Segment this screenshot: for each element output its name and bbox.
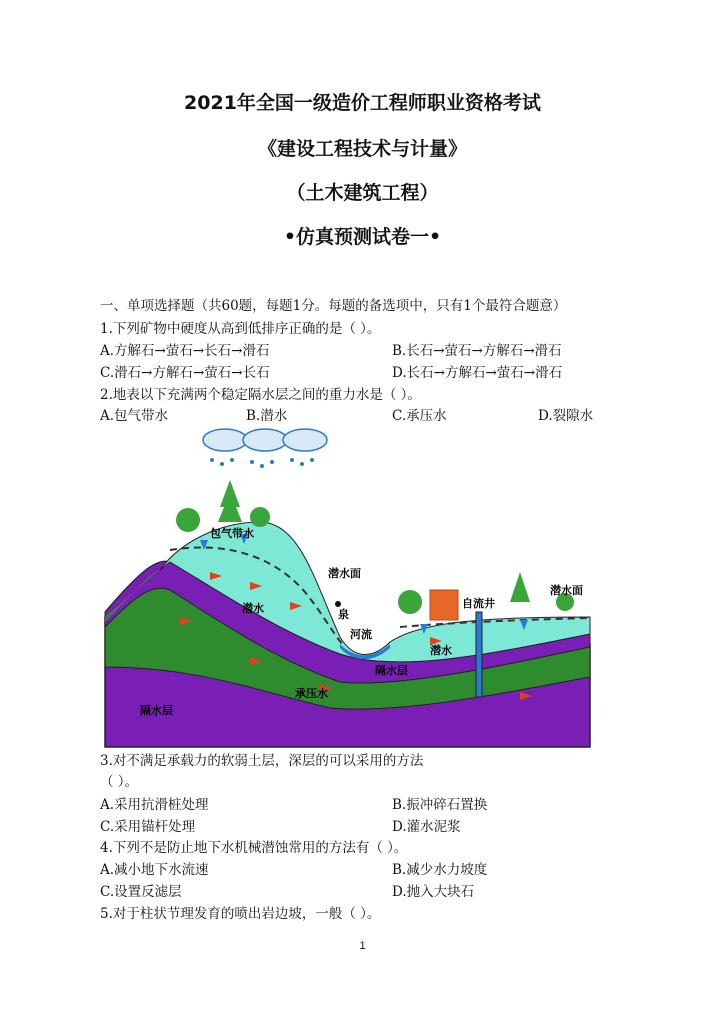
q3-option-a: A.采用抗滑桩处理: [100, 797, 209, 813]
q4-stem: 4.下列不是防止地下水机械潜蚀常用的方法有（ ）。: [100, 840, 408, 856]
label-river: 河流: [350, 628, 372, 641]
label-water-table-left: 潜水面: [328, 567, 361, 580]
q2-stem: 2.地表以下充满两个稳定隔水层之间的重力水是（ ）。: [100, 387, 421, 403]
q2-option-c: C.承压水: [392, 408, 447, 424]
label-aquiclude-lower: 隔水层: [140, 704, 173, 717]
q2-option-d: D.裂隙水: [538, 408, 594, 424]
label-water-table-right: 潜水面: [550, 584, 583, 597]
spring-point: [335, 601, 341, 607]
label-vadose: 包气带水: [210, 527, 254, 540]
q1-stem: 1.下列矿物中硬度从高到低排序正确的是（ ）。: [100, 321, 381, 337]
building: [430, 590, 458, 620]
q1-option-b: B.长石→萤石→方解石→滑石: [392, 343, 562, 359]
exam-title: 2021年全国一级造价工程师职业资格考试: [184, 92, 541, 114]
label-artesian-well: 自流井: [462, 597, 495, 610]
label-aquiclude-upper: 隔水层: [375, 664, 408, 677]
page-number: 1: [359, 940, 366, 952]
q4-option-a: A.减小地下水流速: [100, 862, 209, 878]
label-spring: 泉: [338, 608, 349, 621]
groundwater-diagram: [100, 422, 595, 752]
label-confined: 承压水: [295, 687, 328, 700]
label-phreatic-left: 潜水: [242, 602, 264, 615]
paper-title: •仿真预测试卷一•: [283, 226, 442, 248]
subject-title: 《建设工程技术与计量》: [257, 138, 467, 160]
q4-option-d: D.抛入大块石: [392, 884, 475, 900]
q3-stem-cont: （ ）。: [100, 774, 139, 790]
section-heading: 一、单项选择题（共60题，每题1分。每题的备选项中，只有1个最符合题意）: [100, 298, 567, 314]
q1-option-d: D.长石→方解石→萤石→滑石: [392, 365, 563, 381]
q1-option-a: A.方解石→萤石→长石→滑石: [100, 343, 270, 359]
q1-option-c: C.滑石→方解石→萤石→长石: [100, 365, 270, 381]
q4-option-b: B.减少水力坡度: [392, 862, 488, 878]
q3-option-b: B.振冲碎石置换: [392, 797, 488, 813]
q5-stem: 5.对于柱状节理发育的喷出岩边坡，一般（ ）。: [100, 906, 381, 922]
q2-option-a: A.包气带水: [100, 408, 169, 424]
q4-option-c: C.设置反滤层: [100, 884, 182, 900]
discipline-title: （土木建筑工程）: [286, 182, 439, 204]
q3-option-c: C.采用锚杆处理: [100, 819, 196, 835]
rain-cloud-icon: [203, 429, 327, 468]
q3-stem: 3.对不满足承载力的软弱土层，深层的可以采用的方法: [100, 753, 424, 769]
q2-option-b: B.潜水: [246, 408, 288, 424]
q3-option-d: D.灌水泥浆: [392, 819, 461, 835]
artesian-well: [476, 612, 482, 697]
label-phreatic-right: 潜水: [430, 644, 452, 657]
